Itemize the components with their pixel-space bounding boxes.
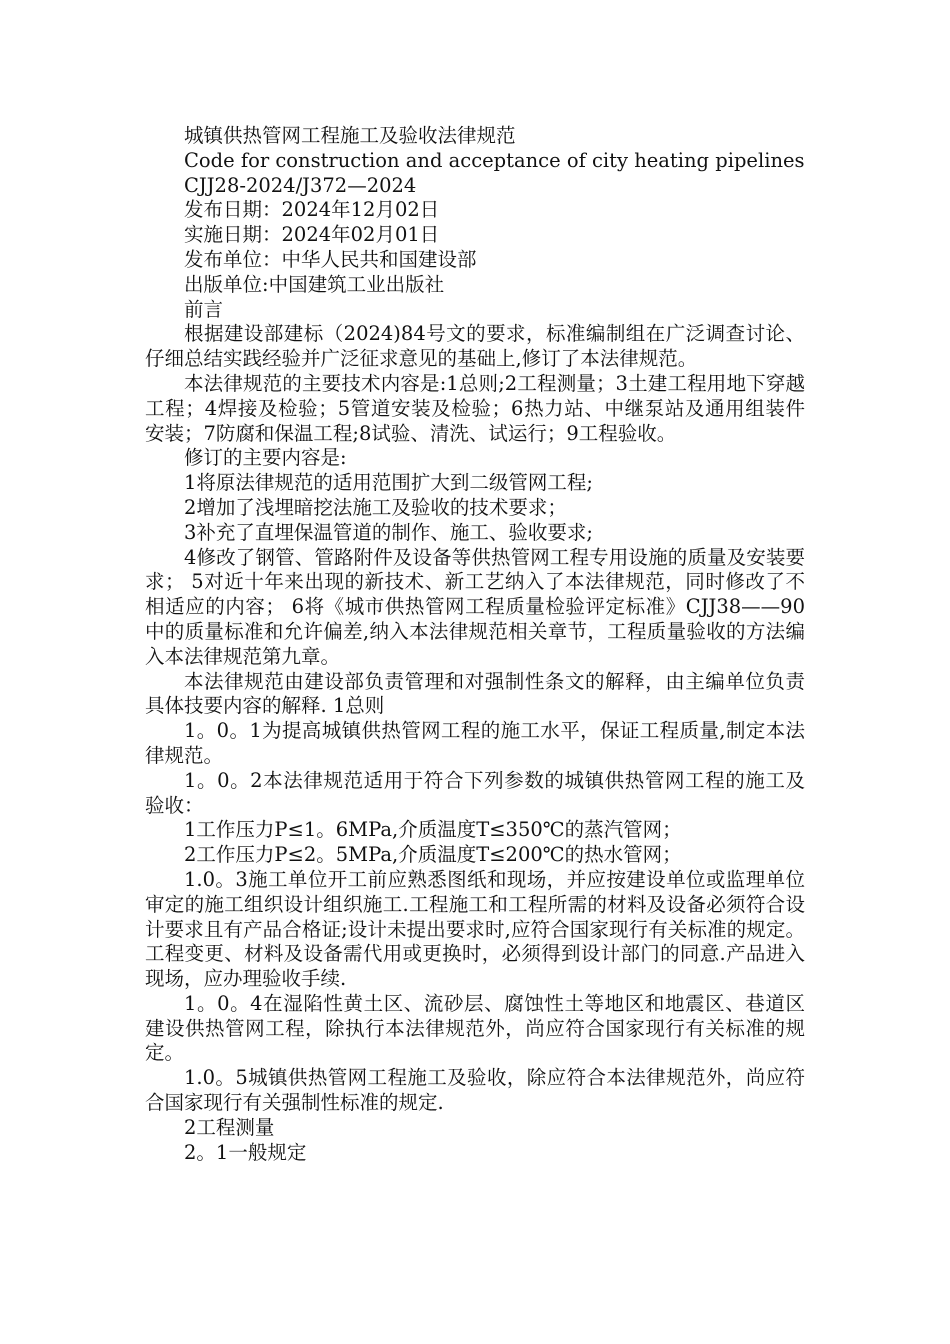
document-title: 城镇供热管网工程施工及验收法律规范 [184,124,516,147]
publisher: 发布单位：中华人民共和国建设部 [184,247,477,271]
list-item: 1将原法律规范的适用范围扩大到二级管网工程; [184,471,593,495]
paragraph: 根据建设部建标（2024)84号文的要求，标准编制组在广泛调查讨论、仔细总结实践经验并广泛征求意见的基础上,修订了本法律规范。 [145,322,805,371]
paragraph: 本法律规范由建设部负责管理和对强制性条文的解释，由主编单位负责具体技要内容的解释. 1总则 [145,669,805,718]
clause: 1。0。4在湿陷性黄土区、流砂层、腐蚀性土等地区和地震区、巷道区建设供热管网工程，除执行本法律规范外，尚应符合国家现行有关标准的规定。 [145,991,805,1065]
press: 出版单位:中国建筑工业出版社 [184,272,445,296]
clause: 1。0。1为提高城镇供热管网工程的施工水平，保证工程质量,制定本法律规范。 [145,719,805,767]
document-page [145,124,805,1165]
section-heading: 2工程测量 [184,1115,275,1139]
paragraph: 修订的主要内容是: [184,446,347,470]
list-item: 2工作压力P≤2。5MPa,介质温度T≤200℃的热水管网； [184,843,682,867]
clause: 1.0。5城镇供热管网工程施工及验收，除应符合本法律规范外，尚应符合国家现行有关强制性标准的规定. [145,1066,805,1115]
document-title-english: Code for construction and acceptance of city heating pipelines [184,148,805,172]
clause: 1。0。2本法律规范适用于符合下列参数的城镇供热管网工程的施工及验收： [145,768,805,817]
paragraph: 本法律规范的主要技术内容是:1总则;2工程测量；3土建工程用地下穿越工程；4焊接及检验；5管道安装及检验；6热力站、中继泵站及通用组装件安装；7防腐和保温工程;8试验、清洗、试运行；9工程验收。 [145,371,805,445]
preface-heading: 前言 [184,297,224,321]
list-item: 4修改了钢管、管路附件及设备等供热管网工程专用设施的质量及安装要求； 5对近十年来出现的新技术、新工艺纳入了本法律规范，同时修改了不相适应的内容； 6将《城市供热管网工程质量检验评定标准》CJJ38——90中的质量标准和允许偏差,纳入本法律规范相关章节，工程质量验收的方法编入本法律规范第九章。 [145,545,805,668]
standard-code: CJJ28-2024/J372—2024 [184,173,417,197]
list-item: 3补充了直埋保温管道的制作、施工、验收要求; [184,520,593,544]
list-item: 1工作压力P≤1。6MPa,介质温度T≤350℃的蒸汽管网； [184,818,682,842]
list-item: 2增加了浅埋暗挖法施工及验收的技术要求； [184,495,567,519]
subsection-heading: 2。1一般规定 [184,1140,307,1164]
clause: 1.0。3施工单位开工前应熟悉图纸和现场，并应按建设单位或监理单位审定的施工组织设计组织施工.工程施工和工程所需的材料及设备必须符合设计要求且有产品合格证;设计未提出要求时,应符合国家现行有关标准的规定。工程变更、材料及设备需代用或更换时，必须得到设计部门的同意.产品进入现场，应办理验收手续. [145,867,805,991]
effective-date: 实施日期：2024年02月01日 [184,223,440,247]
publish-date: 发布日期：2024年12月02日 [184,198,440,222]
